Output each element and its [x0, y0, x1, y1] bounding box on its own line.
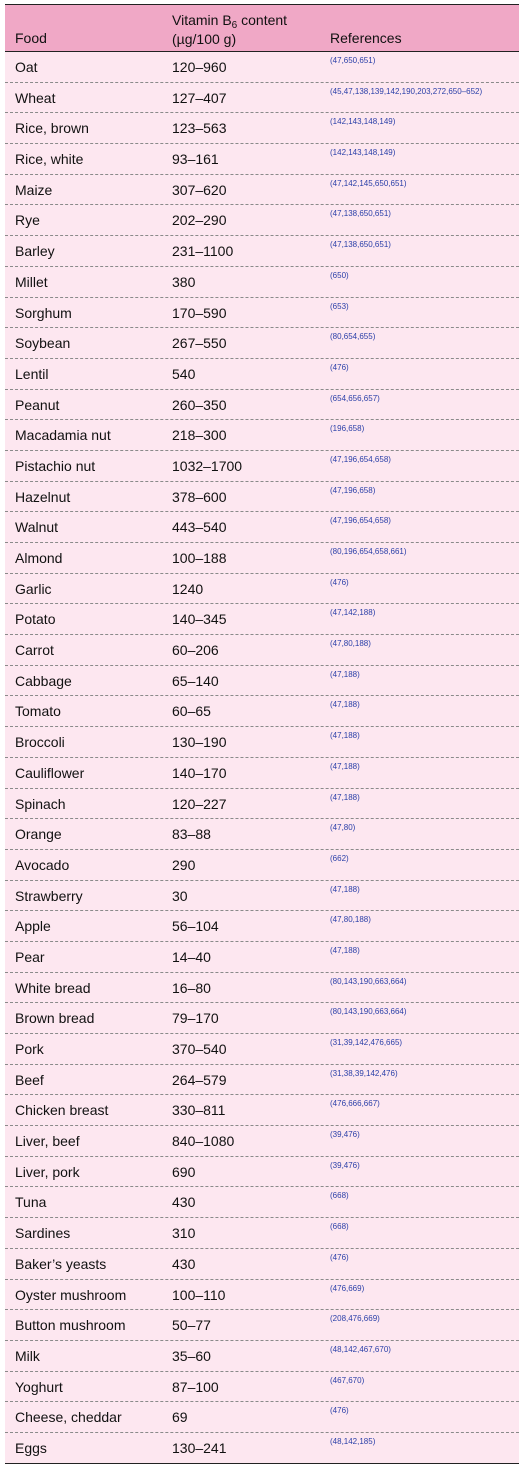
- table-row: [5, 758, 519, 789]
- food-cell: Sorghum: [15, 304, 72, 321]
- references-link[interactable]: (47,188): [330, 669, 360, 679]
- vitamin-content-cell: 35–60: [172, 1347, 211, 1364]
- table-row: [5, 512, 519, 543]
- table-row: [5, 144, 519, 175]
- vitamin-content-cell: 202–290: [172, 212, 227, 229]
- references-link[interactable]: (668): [330, 1191, 349, 1201]
- vitamin-content-cell: 290: [172, 856, 196, 873]
- vitamin-content-cell: 330–811: [172, 1102, 226, 1119]
- food-cell: Liver, beef: [15, 1133, 80, 1150]
- food-cell: Brown bread: [15, 1010, 95, 1027]
- references-link[interactable]: (467,670): [330, 1375, 365, 1385]
- references-link[interactable]: (196,658): [330, 424, 365, 434]
- references-link[interactable]: (80,143,190,663,664): [330, 1007, 407, 1017]
- table-row: [5, 1034, 519, 1065]
- vitamin-content-cell: 16–80: [172, 979, 211, 996]
- table-row: [5, 267, 519, 298]
- table-row: [5, 359, 519, 390]
- references-link[interactable]: (47,188): [330, 945, 360, 955]
- vitamin-content-cell: 231–1100: [172, 243, 234, 260]
- table-row: [5, 1095, 519, 1126]
- vitamin-content-cell: 60–206: [172, 642, 219, 659]
- table-row: [5, 482, 519, 513]
- vitamin-content-cell: 60–65: [172, 703, 211, 720]
- vitamin-content-cell: 130–190: [172, 734, 227, 751]
- vitamin-content-cell: 540: [172, 365, 196, 382]
- table-row: [5, 1003, 519, 1034]
- table-row: [5, 819, 519, 850]
- table-row: [5, 175, 519, 206]
- references-link[interactable]: (47,188): [330, 700, 360, 710]
- vitamin-content-cell: 1032–1700: [172, 457, 243, 474]
- vitamin-content-cell: 123–563: [172, 120, 227, 137]
- food-cell: Spinach: [15, 795, 66, 812]
- vitamin-content-cell: 65–140: [172, 672, 219, 689]
- table-row: [5, 52, 519, 83]
- references-link[interactable]: (47,188): [330, 761, 360, 771]
- references-link[interactable]: (47,80): [330, 823, 356, 833]
- table-row: [5, 1433, 519, 1464]
- references-link[interactable]: (47,138,650,651): [330, 240, 391, 250]
- table-row: [5, 420, 519, 451]
- vitamin-content-cell: 307–620: [172, 181, 227, 198]
- references-link[interactable]: (47,188): [330, 731, 360, 741]
- table-row: [5, 451, 519, 482]
- references-link[interactable]: (476): [330, 1406, 349, 1416]
- table-row: [5, 574, 519, 605]
- table-row: [5, 1310, 519, 1341]
- food-cell: Soybean: [15, 335, 71, 352]
- references-link[interactable]: (662): [330, 853, 349, 863]
- table-row: [5, 298, 519, 329]
- references-link[interactable]: (476,669): [330, 1283, 365, 1293]
- food-cell: Beef: [15, 1071, 44, 1088]
- references-link[interactable]: (47,188): [330, 792, 360, 802]
- food-cell: Cabbage: [15, 672, 72, 689]
- vitamin-content-cell: 127–407: [172, 89, 227, 106]
- table-row: [5, 881, 519, 912]
- food-cell: Sardines: [15, 1225, 71, 1242]
- references-link[interactable]: (47,188): [330, 884, 360, 894]
- vitamin-content-cell: 170–590: [172, 304, 227, 321]
- food-cell: Barley: [15, 243, 55, 260]
- references-link[interactable]: (47,196,658): [330, 485, 376, 495]
- food-cell: Chicken breast: [15, 1102, 109, 1119]
- food-cell: Pear: [15, 948, 45, 965]
- references-link[interactable]: (80,143,190,663,664): [330, 976, 407, 986]
- food-cell: Pistachio nut: [15, 457, 96, 474]
- references-link[interactable]: (654,656,657): [330, 393, 380, 403]
- food-cell: Maize: [15, 181, 53, 198]
- references-link[interactable]: (47,138,650,651): [330, 209, 391, 219]
- references-link[interactable]: (39,476): [330, 1130, 360, 1140]
- food-cell: Hazelnut: [15, 488, 71, 505]
- food-cell: Wheat: [15, 89, 56, 106]
- vitamin-content-cell: 79–170: [172, 1010, 219, 1027]
- vitamin-content-cell: 1240: [172, 580, 204, 597]
- table-row: [5, 789, 519, 820]
- vitamin-content-cell: 690: [172, 1163, 196, 1180]
- table-row: [5, 635, 519, 666]
- table-row: [5, 205, 519, 236]
- table-row: [5, 113, 519, 144]
- references-link[interactable]: (208,476,669): [330, 1314, 380, 1324]
- header-vitamin-prefix: Vitamin B: [172, 12, 232, 28]
- vitamin-content-cell: 120–227: [172, 795, 227, 812]
- references-link[interactable]: (31,39,142,476,665): [330, 1038, 403, 1047]
- food-cell: Tomato: [15, 703, 61, 720]
- vitamin-content-cell: 140–170: [172, 764, 227, 781]
- references-link[interactable]: (47,142,145,650,651): [330, 178, 407, 188]
- vitamin-content-cell: 69: [172, 1409, 188, 1426]
- table-row: [5, 942, 519, 973]
- food-cell: Baker’s yeasts: [15, 1255, 107, 1272]
- vitamin-content-cell: 430: [172, 1194, 196, 1211]
- references-link[interactable]: (476,666,667): [330, 1099, 380, 1109]
- table-row: [5, 1187, 519, 1218]
- vitamin-content-cell: 83–88: [172, 826, 211, 843]
- food-cell: Avocado: [15, 856, 70, 873]
- food-cell: Garlic: [15, 580, 52, 597]
- food-cell: Orange: [15, 826, 62, 843]
- food-cell: Oat: [15, 59, 38, 75]
- references-link[interactable]: (668): [330, 1222, 349, 1232]
- table-row: [5, 696, 519, 727]
- vitamin-content-cell: 56–104: [172, 918, 219, 935]
- references-link[interactable]: (48,142,467,670): [330, 1344, 391, 1354]
- table-row: [5, 83, 519, 114]
- table-row: [5, 604, 519, 635]
- vitamin-content-cell: 93–161: [172, 151, 219, 168]
- food-cell: Millet: [15, 273, 48, 290]
- vitamin-content-cell: 30: [172, 887, 188, 904]
- references-link[interactable]: (47,80,188): [330, 639, 371, 649]
- vitamin-content-cell: 120–960: [172, 59, 227, 75]
- references-link[interactable]: (476): [330, 362, 349, 372]
- references-link[interactable]: (476): [330, 1252, 349, 1262]
- food-cell: Tuna: [15, 1194, 47, 1211]
- header-vitamin-line: [172, 11, 287, 30]
- food-cell: Liver, pork: [15, 1163, 80, 1180]
- food-cell: Lentil: [15, 365, 49, 382]
- references-link[interactable]: (650): [330, 270, 349, 280]
- food-cell: Strawberry: [15, 887, 83, 904]
- food-cell: Yoghurt: [15, 1378, 63, 1395]
- food-cell: Cheese, cheddar: [15, 1409, 122, 1426]
- table-row: [5, 666, 519, 697]
- table-row: [5, 1341, 519, 1372]
- references-link[interactable]: (31,38,39,142,476): [330, 1068, 398, 1078]
- vitamin-content-cell: 100–188: [172, 550, 227, 566]
- header-vitamin-subscript: 6: [231, 20, 238, 31]
- food-cell: Oyster mushroom: [15, 1286, 127, 1303]
- food-cell: Button mushroom: [15, 1317, 126, 1334]
- food-cell: White bread: [15, 979, 91, 996]
- food-cell: Apple: [15, 918, 51, 935]
- table-body: [5, 52, 519, 1464]
- table-row: [5, 328, 519, 359]
- food-cell: Eggs: [15, 1439, 47, 1456]
- vitamin-b6-table: [5, 4, 519, 1464]
- food-cell: Cauliflower: [15, 764, 85, 781]
- header-vitamin-suffix: content: [237, 12, 288, 28]
- vitamin-content-cell: 100–110: [172, 1286, 226, 1303]
- header-food: Food: [15, 30, 47, 46]
- table-row: [5, 1065, 519, 1096]
- vitamin-content-cell: 260–350: [172, 396, 227, 413]
- table-row: [5, 1372, 519, 1403]
- food-cell: Rice, brown: [15, 120, 89, 137]
- references-link[interactable]: (47,80,188): [330, 915, 371, 925]
- food-cell: Almond: [15, 550, 63, 566]
- references-link[interactable]: (47,196,654,658): [330, 516, 391, 526]
- references-link[interactable]: (476): [330, 577, 349, 587]
- table-row: [5, 1126, 519, 1157]
- table-row: [5, 1157, 519, 1188]
- table-row: [5, 727, 519, 758]
- food-cell: Pork: [15, 1041, 44, 1057]
- vitamin-content-cell: 370–540: [172, 1041, 227, 1057]
- vitamin-content-cell: 443–540: [172, 519, 227, 536]
- references-link[interactable]: (80,654,655): [330, 332, 376, 342]
- references-link[interactable]: (45,47,138,139,142,190,203,272,650–652): [330, 86, 483, 96]
- food-cell: Milk: [15, 1347, 40, 1364]
- references-link[interactable]: (47,142,188): [330, 608, 376, 618]
- vitamin-content-cell: 264–579: [172, 1071, 227, 1088]
- references-link[interactable]: (142,143,148,149): [330, 148, 396, 158]
- table-row: [5, 973, 519, 1004]
- header-vitamin-content: [172, 11, 287, 49]
- table-header: [5, 4, 519, 52]
- table-row: [5, 390, 519, 421]
- food-cell: Macadamia nut: [15, 427, 111, 444]
- food-cell: Potato: [15, 611, 56, 628]
- vitamin-content-cell: 140–345: [172, 611, 227, 628]
- references-link[interactable]: (48,142,185): [330, 1436, 376, 1446]
- table-row: [5, 850, 519, 881]
- vitamin-content-cell: 840–1080: [172, 1133, 235, 1150]
- references-link[interactable]: (39,476): [330, 1160, 360, 1170]
- table-row: [5, 1249, 519, 1280]
- vitamin-content-cell: 378–600: [172, 488, 227, 505]
- vitamin-content-cell: 380: [172, 273, 196, 290]
- references-link[interactable]: (80,196,654,658,661): [330, 547, 407, 556]
- food-cell: Walnut: [15, 519, 59, 536]
- references-link[interactable]: (142,143,148,149): [330, 117, 396, 127]
- header-references: References: [330, 30, 402, 46]
- references-link[interactable]: (47,196,654,658): [330, 454, 391, 464]
- table-row: [5, 1402, 519, 1433]
- table-row: [5, 1218, 519, 1249]
- table-row: [5, 543, 519, 574]
- food-cell: Carrot: [15, 642, 54, 659]
- food-cell: Rice, white: [15, 151, 84, 168]
- vitamin-content-cell: 50–77: [172, 1317, 211, 1334]
- food-cell: Broccoli: [15, 734, 65, 751]
- table-row: [5, 236, 519, 267]
- vitamin-content-cell: 14–40: [172, 948, 211, 965]
- vitamin-content-cell: 310: [172, 1225, 196, 1242]
- vitamin-content-cell: 267–550: [172, 335, 227, 352]
- references-link[interactable]: (47,650,651): [330, 56, 376, 65]
- table-row: [5, 911, 519, 942]
- food-cell: Peanut: [15, 396, 60, 413]
- vitamin-content-cell: 218–300: [172, 427, 227, 444]
- header-unit: (µg/100 g): [172, 31, 237, 47]
- vitamin-content-cell: 130–241: [172, 1439, 227, 1456]
- references-link[interactable]: (653): [330, 301, 349, 311]
- vitamin-content-cell: 430: [172, 1255, 196, 1272]
- food-cell: Rye: [15, 212, 40, 229]
- table-row: [5, 1280, 519, 1311]
- vitamin-content-cell: 87–100: [172, 1378, 219, 1395]
